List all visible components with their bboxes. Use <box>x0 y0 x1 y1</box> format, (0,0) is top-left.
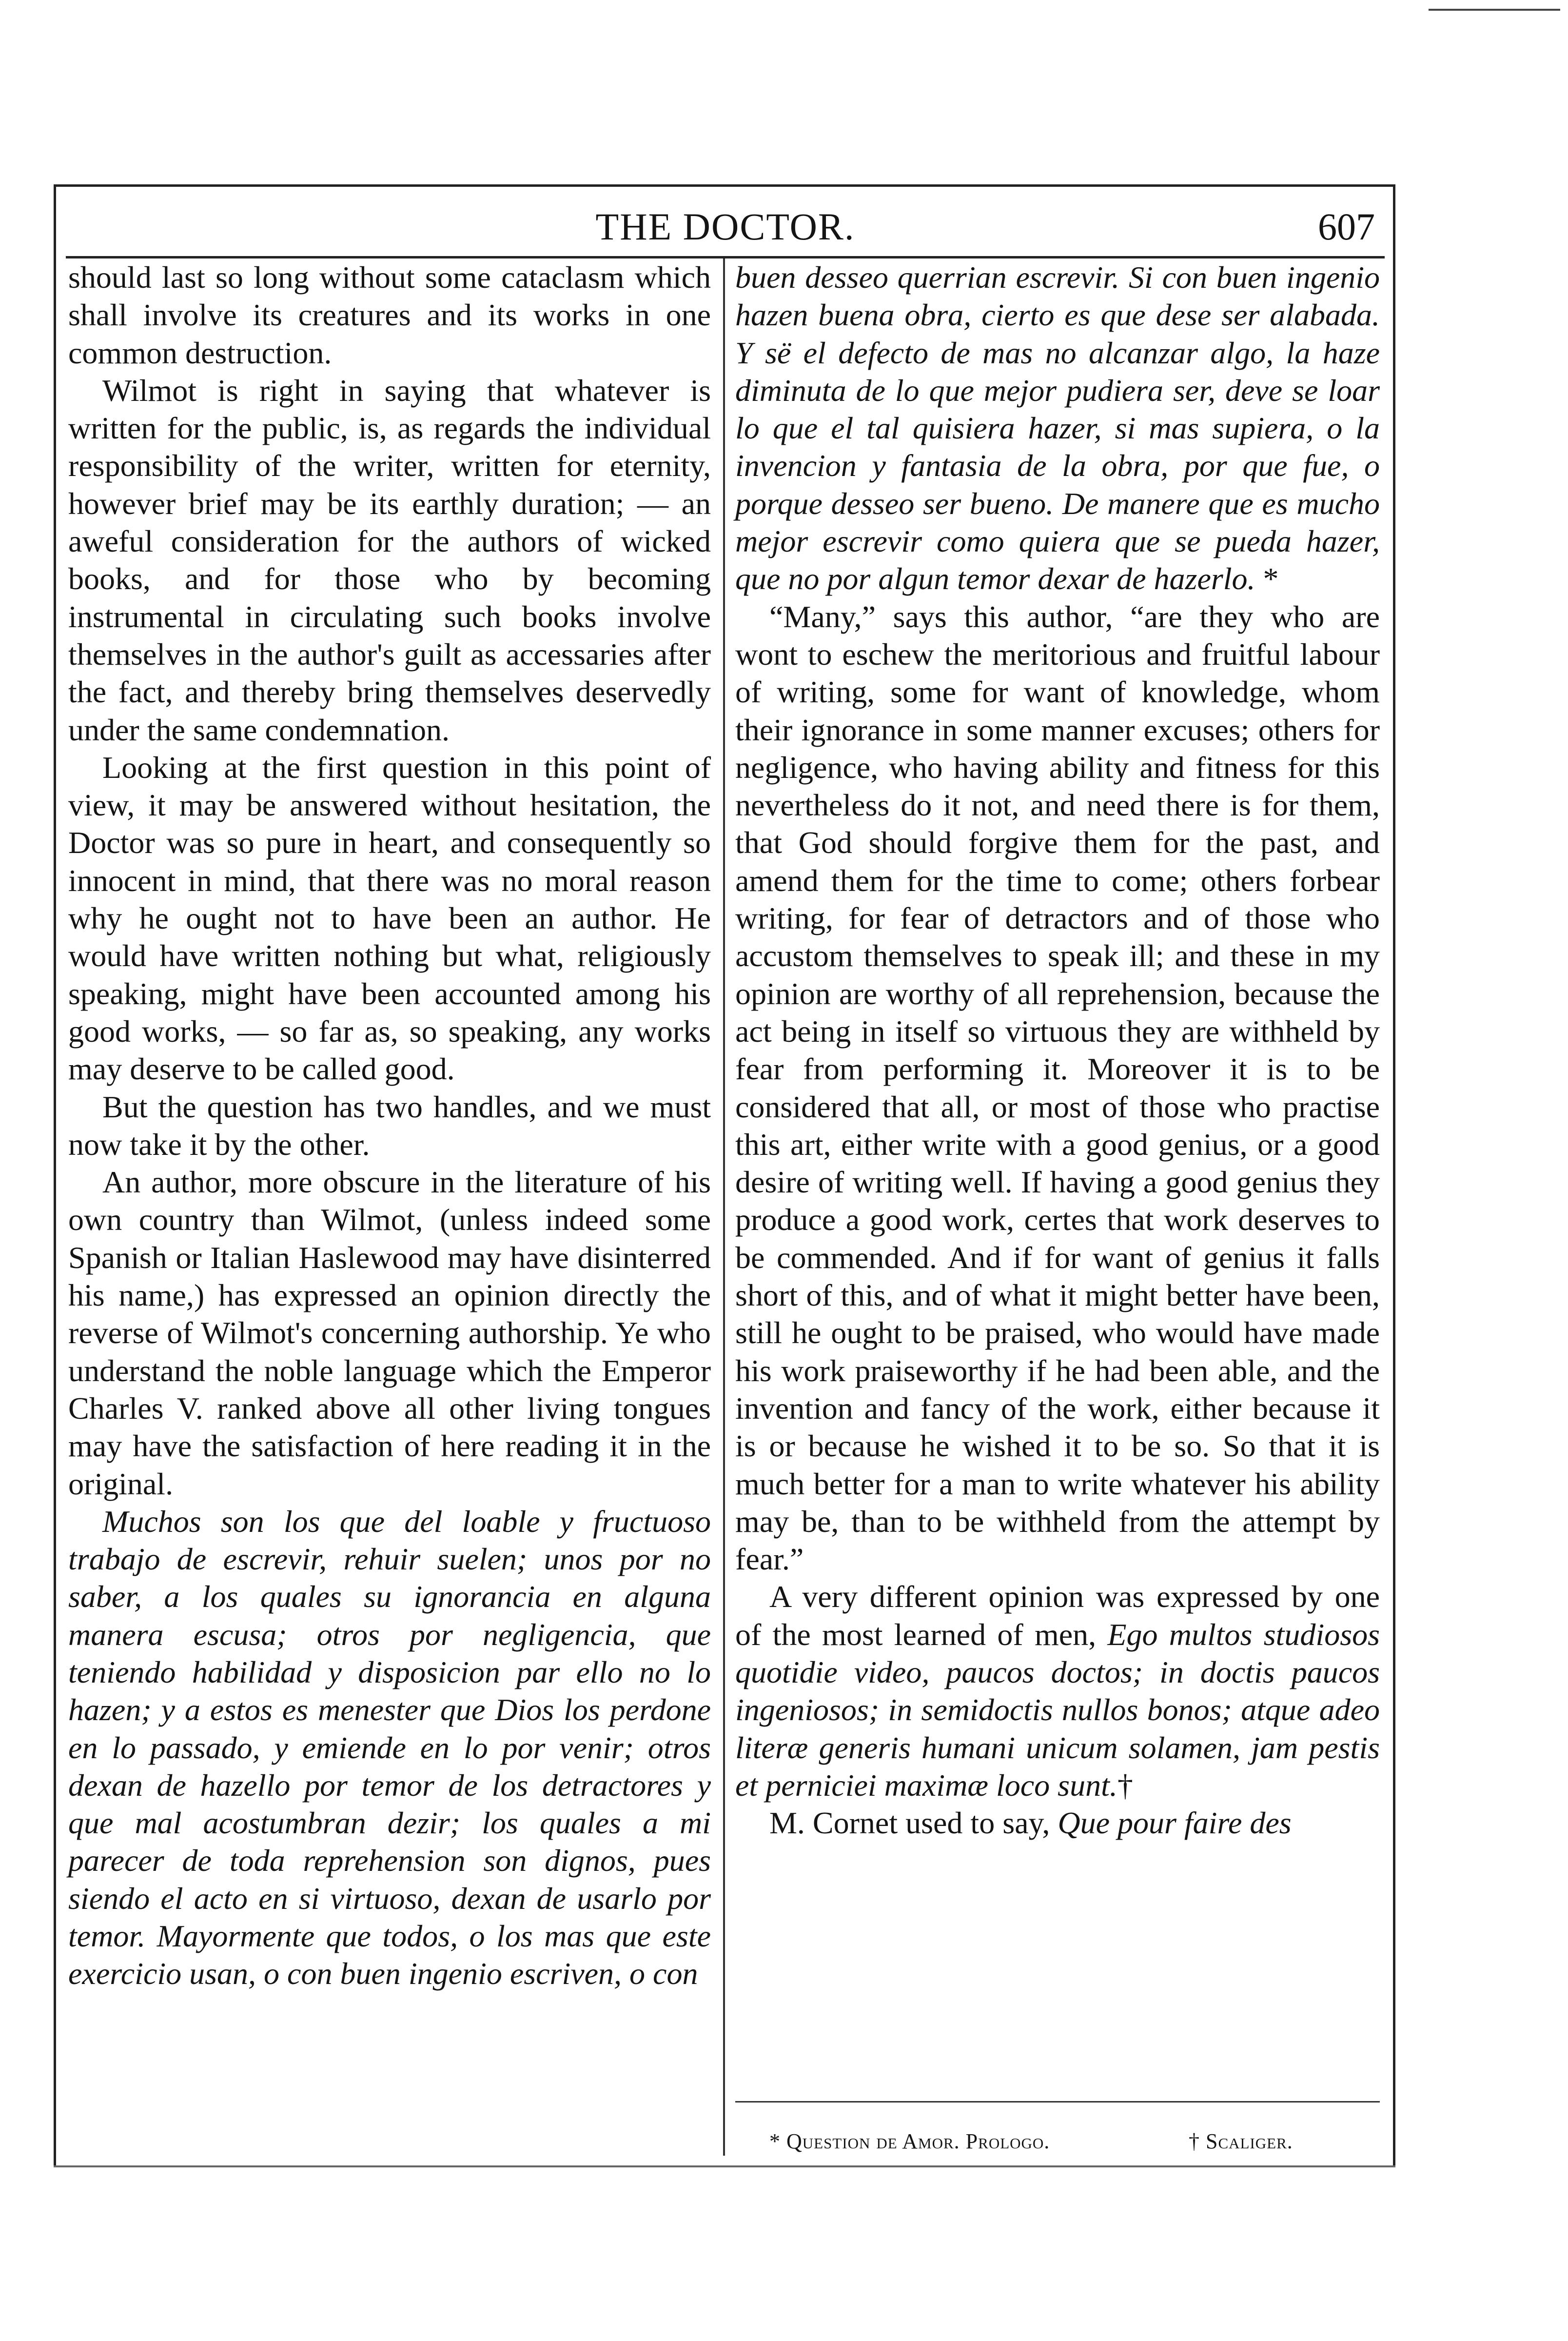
page-number: 607 <box>1318 205 1375 248</box>
footnote: * Question de Amor. Prologo. <box>769 2129 1050 2153</box>
right-column <box>735 258 1380 1842</box>
paragraph-lead: M. Cornet used to say, <box>769 1805 1058 1841</box>
running-header <box>66 193 1385 258</box>
paragraph: But the question has two handles, and we must now take it by the other. <box>68 1089 711 1162</box>
paragraph: Wilmot is right in saying that whatever is written for the public, is, as regards the individual responsibility of the writer, written for eternity, however brief may be its earthly duration; — an aweful consideration for the authors of wicked books, and for those who by becoming instrumental in circulating such books involve themselves in the author's guilt as accessaries after the fact, and thereby bring themselves deservedly under the same condemnation. <box>68 373 711 747</box>
spanish-quotation-continued: buen desseo querrian escrevir. Si con buen ingenio hazen buena obra, cierto es que dese ser alabada. Y së el defecto de mas no alcanzar algo, la haze diminuta de lo que mejor pudiera ser, deve se loar lo que el tal quisiera hazer, si mas supiera, o la invencion y fantasia de la obra, por que fue, o porque desseo ser bueno. De manere que es mucho mejor escrevir como quiera que se pueda hazer, que no por algun temor dexar de hazerlo. <box>735 260 1380 596</box>
paragraph: should last so long without some cataclasm which shall involve its creatures and its works in one common destruction. <box>68 260 711 370</box>
footnote-marker: * <box>1255 561 1279 596</box>
column-divider <box>723 258 725 2156</box>
paragraph: “Many,” says this author, “are they who are wont to eschew the meritorious and fruitful labour of writing, some for want of knowledge, whom their ignorance in some manner excuses; others for negligence, who having ability and fitness for this nevertheless do it not, and need there is for them, that God should forgive them for the past, and amend them for the time to come; others forbear writing, for fear of detractors and of those who accustom themselves to speak ill; and these in my opinion are worthy of all reprehension, because the act being in itself so virtuous they are withheld by fear from performing it. Moreover it is to be considered that all, or most of those who practise this art, either write with a good genius, or a good desire of writing well. If having a good genius they produce a good work, certes that work deserves to be commended. And if for want of genius it falls short of this, and of what it might better have been, still he ought to be praised, who would have made his work praiseworthy if he had been able, and the invention and fancy of the work, either because it is or because he wished it to be so. So that it is much better for a man to write whatever his ability may be, than to be withheld from the attempt by fear.” <box>735 599 1380 1577</box>
paragraph <box>735 1804 1380 1842</box>
top-edge-rule <box>1429 9 1560 11</box>
spanish-quotation: Muchos son los que del loable y fructuoso trabajo de escrevir, rehuir suelen; unos por no saber, a los quales su ignorancia en alguna manera escusa; otros por negligencia, que teniendo habilidad y disposicion par ello no lo hazen; y a estos es menester que Dios los perdone en lo passado, y emiende en lo por venir; otros dexan de hazello por temor de los detractores y que mal acostumbran dezir; los quales a mi parecer de toda reprehension son dignos, pues siendo el acto en si virtuoso, dexan de usarlo por temor. Mayormente que todos, o los mas que este exercicio usan, o con buen ingenio escriven, o con <box>68 1504 711 1991</box>
footnote: † Scaliger. <box>1189 2129 1293 2153</box>
footnote-marker: † <box>1117 1767 1133 1803</box>
french-quotation: Que pour faire des <box>1058 1805 1292 1841</box>
page-frame-bottom <box>54 2165 1395 2167</box>
latin-quotation: Ego multos studiosos quotidie video, paucos doctos; in doctis paucos ingeniosos; in semidoctis nullos bonos; atque adeo literæ generis humani unicum solamen, jam pestis et perniciei maximæ loco sunt. <box>735 1617 1380 1803</box>
paragraph: An author, more obscure in the literature of his own country than Wilmot, (unless indeed some Spanish or Italian Haslewood may have disinterred his name,) has expressed an opinion directly the reverse of Wilmot's concerning authorship. Ye who understand the noble language which the Emperor Charles V. ranked above all other living tongues may have the satisfaction of here reading it in the original. <box>68 1165 711 1501</box>
paragraph: Looking at the first question in this point of view, it may be answered without hesitation, the Doctor was so pure in heart, and consequently so innocent in mind, that there was no moral reason why he ought not to have been an author. He would have written nothing but what, religiously speaking, might have been accounted among his good works, — so far as, so speaking, any works may deserve to be called good. <box>68 750 711 1087</box>
running-title: THE DOCTOR. <box>595 205 855 248</box>
left-column <box>68 258 711 1993</box>
paragraph <box>735 258 1380 598</box>
paragraph <box>735 1578 1380 1804</box>
footnote-rule <box>735 2101 1380 2103</box>
paragraph-lead: A very different opinion was expressed by one of the most learned of men, <box>735 1579 1380 1652</box>
